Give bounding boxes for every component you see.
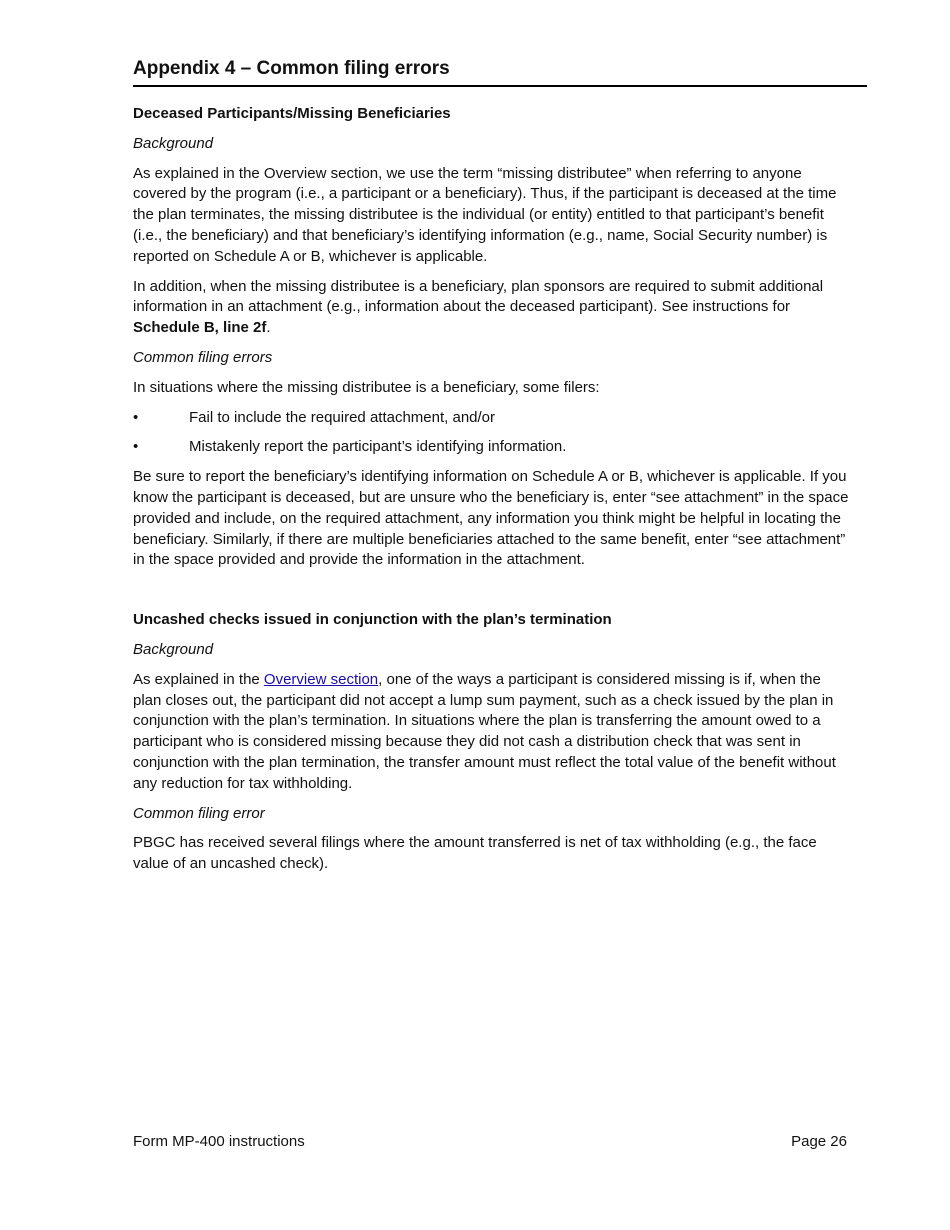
subheading-background: Background <box>133 640 214 658</box>
paragraph <box>133 670 851 795</box>
page-content <box>133 104 851 884</box>
bold-reference: Schedule B, line 2f <box>133 319 267 337</box>
list-item <box>133 408 851 429</box>
subheading-background: Background <box>133 134 214 152</box>
paragraph: In situations where the missing distributee is a beneficiary, some filers: <box>133 378 600 396</box>
subheading-common-filing-error: Common filing error <box>133 804 265 822</box>
footer-form-name: Form MP-400 instructions <box>133 1133 305 1150</box>
section-heading-uncashed-checks: Uncashed checks issued in conjunction with the plan’s termination <box>133 611 612 629</box>
text-run: . <box>266 319 271 337</box>
text-run: As explained in the <box>133 670 264 688</box>
paragraph: PBGC has received several filings where the amount transferred is net of tax withholding (e.g., the face value of an uncashed check). <box>133 834 817 873</box>
subheading-common-filing-errors: Common filing errors <box>133 348 273 366</box>
paragraph: Be sure to report the beneficiary’s identifying information on Schedule A or B, whichever is applicable. If you know the participant is deceased, but are unsure who the beneficiary is, enter “see attachment” in the space provided and include, on the required attachment, any information you think might be helpful in locating the beneficiary. Similarly, if there are multiple beneficiaries attached to the same benefit, enter “see attachment” in the space provided and provide the information in the attachment. <box>133 468 849 569</box>
section-spacer <box>133 580 851 610</box>
list-item-text: Mistakenly report the participant’s identifying information. <box>189 438 567 456</box>
paragraph: As explained in the Overview section, we use the term “missing distributee” when referring to anyone covered by the program (i.e., a participant or a beneficiary). Thus, if the participant is deceased at the time the plan terminates, the missing distributee is the individual (or entity) entitled to that participant’s benefit (i.e., the beneficiary) and that beneficiary’s identifying information (e.g., name, Social Security number) is reported on Schedule A or B, whichever is applicable. <box>133 164 837 265</box>
page-title: Appendix 4 – Common filing errors <box>133 57 867 87</box>
bullet-icon: • <box>133 438 139 456</box>
section-heading-deceased-participants: Deceased Participants/Missing Beneficiaries <box>133 105 451 122</box>
paragraph <box>133 277 851 339</box>
page-footer <box>133 1132 847 1152</box>
text-run: , one of the ways a participant is considered missing is if, when the plan closes out, the participant did not accept a lump sum payment, such as a check issued by the plan in conjunction with the plan’s termination. In situations where the plan is transferring the amount owed to a participant who is considered missing because they did not cash a distribution check that was sent in conjunction with the plan termination, the transfer amount must reflect the total value of the benefit without any reduction for tax withholding. <box>133 670 836 792</box>
bullet-icon: • <box>133 408 139 426</box>
overview-section-link[interactable]: Overview section <box>263 670 379 688</box>
footer-page-number: Page 26 <box>791 1133 847 1150</box>
list-item-text: Fail to include the required attachment, and/or <box>189 408 496 426</box>
text-run: In addition, when the missing distributee is a beneficiary, plan sponsors are required to submit additional information in an attachment (e.g., information about the deceased participant). See instructions for <box>133 277 824 316</box>
list-item <box>133 437 851 458</box>
